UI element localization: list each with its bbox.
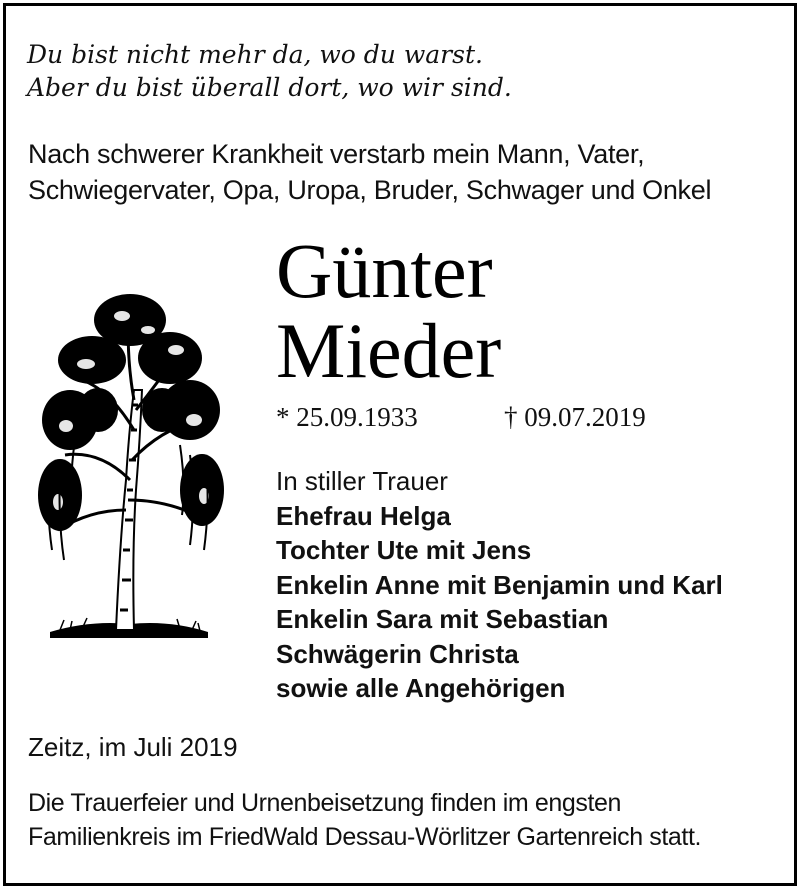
mourner-name: Enkelin Anne mit Benjamin und Karl (276, 569, 723, 600)
intro-line-1: Nach schwerer Krankheit verstarb mein Mann, Vater, (28, 139, 645, 169)
mourner-name: Ehefrau Helga (276, 500, 451, 531)
mourner-name: Tochter Ute mit Jens (276, 535, 532, 565)
intro-text (28, 136, 711, 208)
birth-date: * 25.09.1933 (276, 402, 418, 432)
death-date: † 09.07.2019 (504, 402, 646, 432)
mourner-name: sowie alle Angehörigen (276, 673, 566, 703)
mourner-name: Enkelin Sara mit Sebastian (276, 604, 609, 634)
motto-quote (27, 38, 512, 104)
notice-line-2: Familienkreis im FriedWald Dessau-Wörlitzer Gartenreich statt. (28, 823, 702, 851)
first-name: Günter (276, 227, 493, 314)
motto-line-2: Aber du bist überall dort, wo wir sind. (27, 73, 512, 102)
last-name: Mieder (276, 307, 502, 394)
place-date: Zeitz, im Juli 2019 (28, 732, 238, 762)
intro-line-2: Schwiegervater, Opa, Uropa, Bruder, Schwager und Onkel (28, 175, 712, 205)
motto-line-1: Du bist nicht mehr da, wo du warst. (27, 40, 483, 69)
notice-line-1: Die Trauerfeier und Urnenbeisetzung finden im engsten (28, 789, 622, 817)
funeral-notice (28, 786, 701, 854)
mourner-name: Schwägerin Christa (276, 638, 519, 669)
mourners-list (276, 464, 723, 706)
life-dates (276, 402, 696, 433)
birch-tree-illustration (30, 280, 230, 650)
deceased-name (276, 227, 502, 394)
mourning-heading: In stiller Trauer (276, 466, 448, 496)
